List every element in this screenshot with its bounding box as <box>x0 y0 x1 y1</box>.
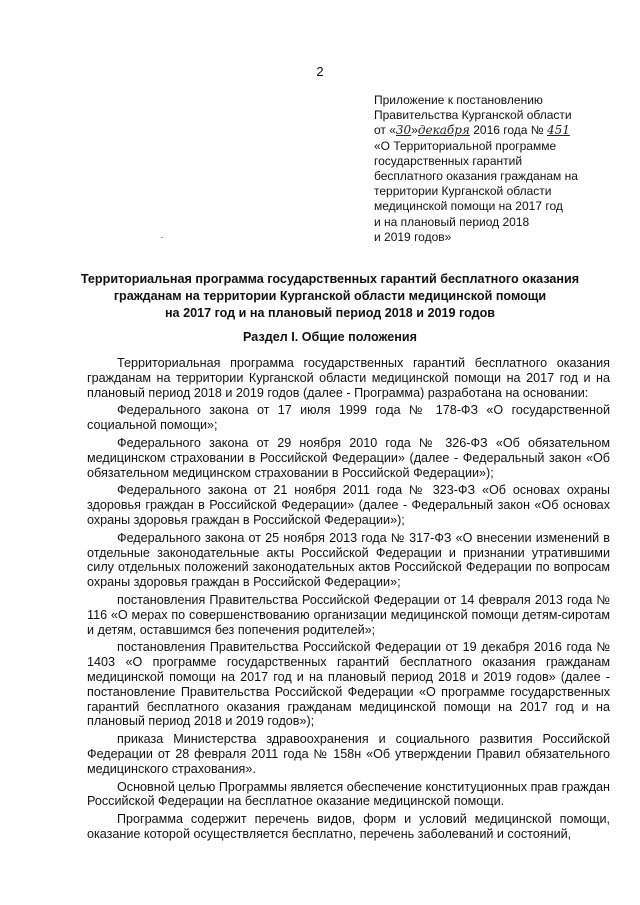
title-line: Территориальная программа государственных гарантий бесплатного оказания <box>80 272 580 286</box>
date-mid: » <box>411 123 418 138</box>
handwritten-day: 30 <box>395 123 412 138</box>
document-title <box>60 271 600 322</box>
paragraph-law-326: Федерального закона от 29 ноября 2010 года № 326-ФЗ «Об обязательном медицинском страховании в Российской Федерации» (далее - Федеральный закон «Об обязательном медицинском страховании в Российской Федерации»); <box>87 435 610 480</box>
program-name-line: территории Курганской области <box>374 184 552 199</box>
section-title: Раздел I. Общие положения <box>243 330 417 344</box>
handwritten-number: 451 <box>547 123 570 138</box>
title-line: гражданам на территории Курганской области медицинской помощи <box>113 289 547 303</box>
paragraph-program-contents: Программа содержит перечень видов, форм и условий медицинской помощи, оказание которой осуществляется бесплатно, перечень заболеваний и состояний, <box>87 812 610 841</box>
program-name-line: «О Территориальной программе <box>374 138 557 153</box>
appendix-line: Правительства Курганской области <box>374 108 572 123</box>
document-body <box>87 356 610 845</box>
paragraph-law-317: Федерального закона от 25 ноября 2013 года № 317-ФЗ «О внесении изменений в отдельные законодательные акты Российской Федерации и признании утратившими силу отдельных положений законодательных актов Российской Федерации по вопросам охраны здоровья граждан в Российской Федерации»; <box>87 530 610 590</box>
paragraph-law-323: Федерального закона от 21 ноября 2011 года № 323-ФЗ «Об основах охраны здоровья граждан в Российской Федерации» (далее - Федеральный закон «Об основах охраны здоровья граждан в Российской Федерации»); <box>87 483 610 527</box>
paragraph-resolution-1403: постановления Правительства Российской Федерации от 19 декабря 2016 года № 1403 «О программе государственных гарантий бесплатного оказания гражданам медицинской помощи на 2017 год и на плановый период 2018 и 2019 годов» (далее - постановление Правительства Российской Федерации «О программе государственных гарантий бесплатного оказания гражданам медицинской помощи на 2017 год и на плановый период 2018 и 2019 годов»); <box>87 640 610 729</box>
paragraph-main-goal: Основной целью Программы является обеспечение конституционных прав граждан Российской Федерации на бесплатное оказание медицинской помощи. <box>87 779 610 809</box>
program-name-line: медицинской помощи на 2017 год <box>374 199 563 214</box>
program-name-line: бесплатного оказания гражданам на <box>374 169 578 184</box>
year-part: 2016 года № <box>473 123 544 138</box>
appendix-block <box>374 93 624 245</box>
appendix-line: Приложение к постановлению <box>374 93 543 107</box>
paragraph-order-158n: приказа Министерства здравоохранения и социального развития Российской Федерации от 28 февраля 2011 года № 158н «Об утверждении Правил обязательного медицинского страхования». <box>87 732 610 776</box>
paragraph-law-178: Федерального закона от 17 июля 1999 года № 178-ФЗ «О государственной социальной помощи»; <box>87 403 610 433</box>
program-name-line: и 2019 годов» <box>374 229 452 244</box>
handwritten-month: декабря <box>417 123 470 138</box>
program-name-line: государственных гарантий <box>374 153 523 168</box>
paragraph-intro: Территориальная программа государственных гарантий бесплатного оказания гражданам на территории Курганской области медицинской помощи на 2017 год и на плановый период 2018 и 2019 годов (далее - Программа) разработана на основании: <box>87 356 610 400</box>
scan-dot <box>161 237 163 238</box>
page-number: 2 <box>316 64 324 79</box>
date-prefix: от « <box>374 123 396 138</box>
appendix-date-line <box>374 123 624 138</box>
title-line: на 2017 год и на плановый период 2018 и 2019 годов <box>164 306 496 320</box>
paragraph-resolution-116: постановления Правительства Российской Федерации от 14 февраля 2013 года № 116 «О мерах по совершенствованию организации медицинской помощи детям-сиротам и детям, оставшимся без попечения родителей»; <box>87 592 610 637</box>
program-name-line: и на плановый период 2018 <box>374 214 530 229</box>
